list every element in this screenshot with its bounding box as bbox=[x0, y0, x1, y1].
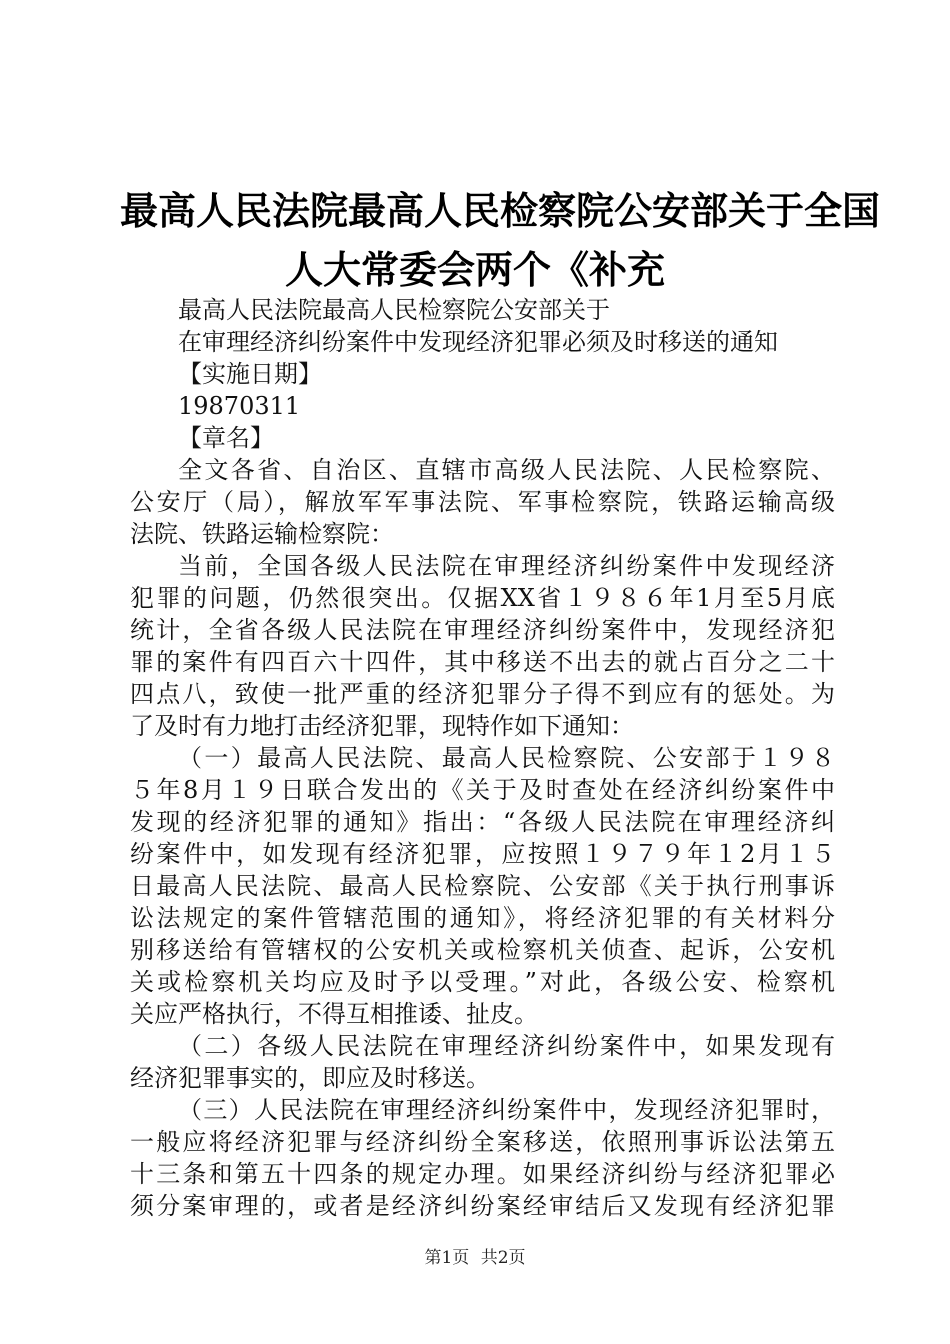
body-line: 四点八，致使一批严重的经济犯罪分子得不到应有的惩处。为 bbox=[130, 680, 835, 708]
section-label-chapter: 【章名】 bbox=[178, 424, 274, 452]
body-line: 别移送给有管辖权的公安机关或检察机关侦查、起诉，公安机 bbox=[130, 936, 835, 964]
body-line: 法院、铁路运输检察院： bbox=[130, 520, 394, 548]
body-line: 在审理经济纠纷案件中发现经济犯罪必须及时移送的通知 bbox=[178, 328, 778, 356]
body-line: 日最高人民法院、最高人民检察院、公安部《关于执行刑事诉 bbox=[130, 872, 835, 900]
section-label-effective-date: 【实施日期】 bbox=[178, 360, 322, 388]
page-footer bbox=[0, 1243, 950, 1268]
body-line: 经济犯罪事实的，即应及时移送。 bbox=[130, 1064, 490, 1092]
effective-date-value: 19870311 bbox=[178, 392, 301, 420]
body-line: ５年8月１９日联合发出的《关于及时查处在经济纠纷案件中 bbox=[130, 776, 835, 804]
body-line: 十三条和第五十四条的规定办理。如果经济纠纷与经济犯罪必 bbox=[130, 1160, 835, 1188]
document-title-line-1: 最高人民法院最高人民检察院公安部关于全国 bbox=[120, 188, 881, 233]
body-line: （三）人民法院在审理经济纠纷案件中，发现经济犯罪时， bbox=[178, 1096, 835, 1124]
body-line: 当前，全国各级人民法院在审理经济纠纷案件中发现经济 bbox=[178, 552, 835, 580]
body-line: （一）最高人民法院、最高人民检察院、公安部于１９８ bbox=[178, 744, 835, 772]
body-line: 统计，全省各级人民法院在审理经济纠纷案件中，发现经济犯 bbox=[130, 616, 835, 644]
body-line: （二）各级人民法院在审理经济纠纷案件中，如果发现有 bbox=[178, 1032, 835, 1060]
body-line: 犯罪的问题，仍然很突出。仅据XX省１９８６年1月至5月底 bbox=[130, 584, 835, 612]
body-line: 一般应将经济犯罪与经济纠纷全案移送，依照刑事诉讼法第五 bbox=[130, 1128, 835, 1156]
document-title-line-2: 人大常委会两个《补充 bbox=[284, 247, 665, 292]
page-number-current: 第1页 bbox=[424, 1248, 470, 1268]
body-line: 须分案审理的，或者是经济纠纷案经审结后又发现有经济犯罪 bbox=[130, 1192, 835, 1220]
body-line: 讼法规定的案件管辖范围的通知》，将经济犯罪的有关材料分 bbox=[130, 904, 835, 932]
body-line: 公安厅（局），解放军军事法院、军事检察院，铁路运输高级 bbox=[130, 488, 835, 516]
document-body bbox=[130, 294, 835, 1222]
body-line: 关应严格执行，不得互相推诿、扯皮。 bbox=[130, 1000, 538, 1028]
body-line: 全文各省、自治区、直辖市高级人民法院、人民检察院、 bbox=[178, 456, 835, 484]
body-line: 罪的案件有四百六十四件，其中移送不出去的就占百分之二十 bbox=[130, 648, 835, 676]
body-line: 发现的经济犯罪的通知》指出：“各级人民法院在审理经济纠 bbox=[130, 808, 835, 836]
body-line: 纷案件中，如发现有经济犯罪，应按照１９７９年１2月１５ bbox=[130, 840, 835, 868]
body-line: 了及时有力地打击经济犯罪，现特作如下通知： bbox=[130, 712, 634, 740]
page-number-total: 共2页 bbox=[480, 1248, 526, 1268]
body-line: 关或检察机关均应及时予以受理。”对此，各级公安、检察机 bbox=[130, 968, 835, 996]
body-line: 最高人民法院最高人民检察院公安部关于 bbox=[178, 296, 610, 324]
